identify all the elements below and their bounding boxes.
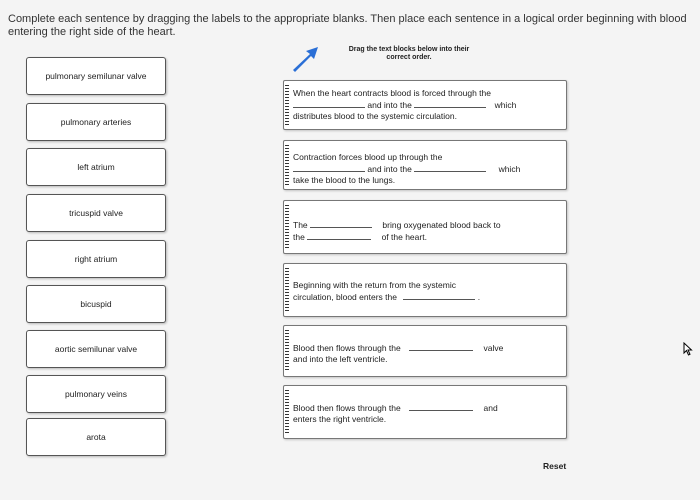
sentence-line: Contraction forces blood up through the — [293, 152, 443, 162]
drop-blank[interactable] — [414, 163, 486, 172]
label-card-right-atrium[interactable]: right atrium — [26, 240, 166, 278]
sentence-fragment: The — [293, 220, 308, 230]
sentence-card[interactable] — [283, 200, 567, 254]
drop-blank[interactable] — [409, 402, 473, 411]
drop-blank[interactable] — [409, 342, 473, 351]
drag-grip-icon[interactable] — [285, 145, 289, 185]
label-card-aortic-semilunar-valve[interactable]: aortic semilunar valve — [26, 330, 166, 368]
label-card-left-atrium[interactable]: left atrium — [26, 148, 166, 186]
drag-grip-icon[interactable] — [285, 205, 289, 249]
drop-blank[interactable] — [307, 231, 371, 240]
sentence-fragment: the — [293, 232, 305, 242]
drag-grip-icon[interactable] — [285, 330, 289, 372]
drag-grip-icon[interactable] — [285, 390, 289, 434]
arrow-icon — [290, 44, 320, 72]
instructions-text: Complete each sentence by dragging the labels to the appropriate blanks. Then place each sentence in a logical order beginning with blood entering the right side of the heart. — [8, 13, 687, 38]
sentence-line — [293, 291, 566, 303]
label-card-pulmonary-veins[interactable]: pulmonary veins — [26, 375, 166, 413]
reset-button[interactable]: Reset — [543, 461, 567, 471]
sentence-fragment: and into the — [367, 164, 412, 174]
sentence-fragment: circulation, blood enters the — [293, 292, 397, 302]
sentence-card[interactable] — [283, 325, 567, 377]
drag-hint-line-2: correct order. — [386, 54, 432, 61]
drop-blank[interactable] — [414, 99, 486, 108]
sentence-line — [293, 163, 566, 175]
sentence-line — [293, 219, 566, 231]
sentence-line — [293, 342, 566, 354]
sentence-line: enters the right ventricle. — [293, 414, 387, 424]
sentence-card[interactable] — [283, 80, 567, 130]
sentence-fragment: and into the — [367, 100, 412, 110]
sentence-card[interactable] — [283, 140, 567, 190]
sentence-fragment: Blood then flows through the — [293, 403, 401, 413]
label-card-arota[interactable]: arota — [26, 418, 166, 456]
sentence-fragment: and — [483, 403, 498, 413]
drag-hint-line-1: Drag the text blocks below into their — [348, 46, 470, 53]
label-card-pulmonary-semilunar-valve[interactable]: pulmonary semilunar valve — [26, 57, 166, 95]
sentence-line: distributes blood to the systemic circulation. — [293, 111, 457, 121]
sentence-fragment: which — [498, 164, 521, 174]
drop-blank[interactable] — [293, 99, 365, 108]
sentence-fragment: of the heart. — [381, 232, 427, 242]
drag-grip-icon[interactable] — [285, 268, 289, 312]
sentence-fragment: . — [477, 292, 481, 302]
sentence-fragment: which — [494, 100, 517, 110]
sentence-line: When the heart contracts blood is forced through the — [293, 88, 491, 98]
drop-blank[interactable] — [403, 291, 475, 300]
sentence-card[interactable] — [283, 263, 567, 317]
label-card-pulmonary-arteries[interactable]: pulmonary arteries — [26, 103, 166, 141]
drag-grip-icon[interactable] — [285, 85, 289, 125]
sentence-line: and into the left ventricle. — [293, 354, 388, 364]
drag-hint-text — [324, 46, 494, 62]
sentence-line: take the blood to the lungs. — [293, 175, 396, 185]
sentence-line — [293, 402, 566, 414]
sentence-fragment: Blood then flows through the — [293, 343, 401, 353]
drag-hint — [290, 46, 494, 72]
sentence-line — [293, 231, 566, 243]
sentence-fragment: valve — [483, 343, 504, 353]
sentence-fragment: bring oxygenated blood back to — [382, 220, 501, 230]
mouse-cursor-icon — [683, 342, 693, 356]
sentence-line — [293, 99, 566, 111]
label-card-tricuspid-valve[interactable]: tricuspid valve — [26, 194, 166, 232]
sentence-line: Beginning with the return from the systemic — [293, 280, 456, 290]
drop-blank[interactable] — [293, 163, 365, 172]
label-card-bicuspid[interactable]: bicuspid — [26, 285, 166, 323]
sentence-card[interactable] — [283, 385, 567, 439]
drop-blank[interactable] — [310, 219, 372, 228]
